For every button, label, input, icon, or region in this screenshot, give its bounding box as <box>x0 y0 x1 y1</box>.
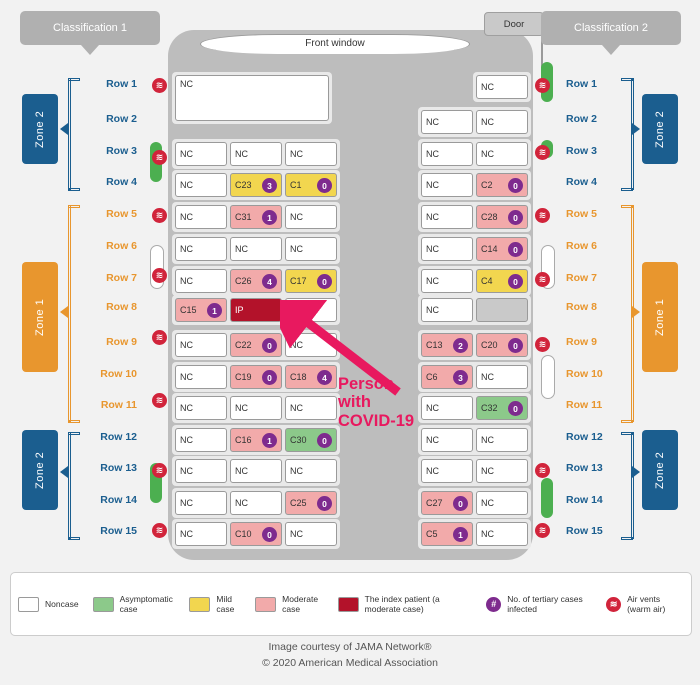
tertiary-count-badge: 0 <box>508 242 523 257</box>
seat-blank[interactable] <box>476 298 528 322</box>
seat-group-right-row-9 <box>418 330 531 360</box>
seat-ip[interactable] <box>230 298 282 322</box>
seat-c16[interactable] <box>230 428 282 452</box>
seat-group-left-row-3 <box>172 139 340 169</box>
row-label-left-4: Row 4 <box>106 176 137 188</box>
seat-label: C26 <box>235 276 252 286</box>
seat-group-left-row-14 <box>172 488 340 518</box>
seat-group-right-row-12 <box>418 425 531 455</box>
seat-nc[interactable] <box>421 142 473 166</box>
seat-label: NC <box>180 244 193 254</box>
tertiary-count-badge: 0 <box>508 401 523 416</box>
seat-label: C19 <box>235 372 252 382</box>
tertiary-count-badge: 0 <box>262 370 277 385</box>
row-label-right-13: Row 13 <box>566 462 603 474</box>
zone-tag-right-middle: Zone 1 <box>642 262 678 372</box>
seat-label: C10 <box>235 529 252 539</box>
row-label-left-3: Row 3 <box>106 145 137 157</box>
bracket-left-zone2-top-cap1 <box>68 78 80 81</box>
tertiary-count-badge: 0 <box>508 210 523 225</box>
seat-nc[interactable] <box>421 269 473 293</box>
bracket-left-zone2-bottom-arrow <box>60 466 68 478</box>
seat-label: NC <box>180 212 193 222</box>
row-label-right-14: Row 14 <box>566 494 603 506</box>
legend-swatch-asymptomatic <box>93 597 114 612</box>
seat-label: NC <box>426 212 439 222</box>
classification-2-banner: Classification 2 <box>541 11 681 45</box>
seat-c10[interactable] <box>230 522 282 546</box>
tertiary-count-badge: 0 <box>453 496 468 511</box>
seat-label: C4 <box>481 276 493 286</box>
seat-c13[interactable] <box>421 333 473 357</box>
bracket-right-zone2-bottom-arrow <box>632 466 640 478</box>
seat-group-left-row-7 <box>172 266 340 296</box>
row-label-left-14: Row 14 <box>100 494 137 506</box>
bracket-left-zone1-cap1 <box>68 205 80 208</box>
bracket-left-zone1 <box>68 205 71 422</box>
seat-nc[interactable] <box>175 205 227 229</box>
legend-item-moderate <box>248 594 330 614</box>
row-label-right-6: Row 6 <box>566 240 597 252</box>
legend-swatch-index <box>338 597 359 612</box>
seat-label: NC <box>290 529 303 539</box>
tertiary-count-badge: 0 <box>508 338 523 353</box>
seat-label: C30 <box>290 435 307 445</box>
row-label-left-15: Row 15 <box>100 525 137 537</box>
seat-nc[interactable] <box>175 459 227 483</box>
seat-nc[interactable] <box>476 75 528 99</box>
legend-item-asymptomatic <box>86 594 183 614</box>
side-door-right-rear <box>541 478 553 518</box>
row-label-left-6: Row 6 <box>106 240 137 252</box>
seat-label: C17 <box>290 276 307 286</box>
bracket-right-zone2-top-cap2 <box>621 188 633 191</box>
legend-label-moderate: Moderate case <box>282 594 319 614</box>
seat-group-left-row-4 <box>172 170 340 200</box>
seat-nc[interactable] <box>421 110 473 134</box>
seat-label: NC <box>180 403 193 413</box>
seat-label: NC <box>235 244 248 254</box>
zone-tag-left-top: Zone 2 <box>22 94 58 164</box>
seat-label: NC <box>426 466 439 476</box>
air-vent-left-5: ≋ <box>152 330 167 345</box>
air-vent-left-4: ≋ <box>152 268 167 283</box>
seat-label: C18 <box>290 372 307 382</box>
seat-group-right-row-13 <box>418 456 531 486</box>
row-label-right-8: Row 8 <box>566 301 597 313</box>
seat-label: C5 <box>426 529 438 539</box>
seat-nc[interactable] <box>175 491 227 515</box>
legend-label-index: The index patient (a moderate case) <box>364 594 440 614</box>
seat-label: NC <box>290 340 303 350</box>
legend-label-noncase: Noncase <box>45 599 79 609</box>
row-label-right-15: Row 15 <box>566 525 603 537</box>
tertiary-count-badge: 0 <box>317 274 332 289</box>
legend-label-asymptomatic: Asymptomatic case <box>119 594 173 614</box>
seat-label: NC <box>426 435 439 445</box>
seat-group-left-row-12 <box>172 425 340 455</box>
tertiary-count-badge: 0 <box>317 178 332 193</box>
seat-group-right-row-4 <box>418 170 531 200</box>
tertiary-count-badge: 0 <box>508 178 523 193</box>
seat-label: NC <box>180 529 193 539</box>
seat-label: NC <box>290 403 303 413</box>
seat-label: NC <box>290 466 303 476</box>
seat-nc[interactable] <box>175 237 227 261</box>
seat-label: NC <box>426 403 439 413</box>
seat-nc[interactable] <box>175 522 227 546</box>
zone-tag-right-top: Zone 2 <box>642 94 678 164</box>
row-label-left-2: Row 2 <box>106 113 137 125</box>
legend <box>10 572 692 636</box>
air-vent-left-3: ≋ <box>152 208 167 223</box>
seat-group-right-row-6 <box>418 234 531 264</box>
zone-tag-right-bottom: Zone 2 <box>642 430 678 510</box>
tertiary-count-badge: 1 <box>262 433 277 448</box>
air-vent-right-1: ≋ <box>535 78 550 93</box>
seat-group-right-row-1 <box>473 72 531 102</box>
seat-label: NC <box>180 466 193 476</box>
seat-c17[interactable] <box>285 269 337 293</box>
air-vent-left-6: ≋ <box>152 393 167 408</box>
seat-nc[interactable] <box>230 491 282 515</box>
bracket-right-zone2-bottom <box>631 432 634 539</box>
seat-nc[interactable] <box>285 237 337 261</box>
side-panel-right-lower <box>541 355 555 399</box>
legend-swatch-moderate <box>255 597 276 612</box>
bracket-left-zone2-top-arrow <box>60 123 68 135</box>
air-vent-right-3: ≋ <box>535 208 550 223</box>
seat-group-right-row-3 <box>418 139 531 169</box>
row-label-right-5: Row 5 <box>566 208 597 220</box>
seat-label: NC <box>180 340 193 350</box>
seat-group-right-row-5 <box>418 202 531 232</box>
seat-label: NC <box>180 435 193 445</box>
seat-label: C1 <box>290 180 302 190</box>
seat-c32[interactable] <box>476 396 528 420</box>
seat-label: NC <box>481 372 494 382</box>
tertiary-count-badge: 4 <box>262 274 277 289</box>
air-vent-right-2: ≋ <box>535 145 550 160</box>
bracket-right-zone2-bottom-cap2 <box>621 537 633 540</box>
air-vent-right-4: ≋ <box>535 272 550 287</box>
seat-label: NC <box>180 180 193 190</box>
seat-nc[interactable] <box>285 205 337 229</box>
seat-label: NC <box>481 117 494 127</box>
seat-c4[interactable] <box>476 269 528 293</box>
legend-item-vent <box>599 594 691 614</box>
seat-label: NC <box>235 403 248 413</box>
tertiary-count-badge: 1 <box>262 210 277 225</box>
seat-label: C28 <box>481 212 498 222</box>
classification-1-arrow <box>81 45 99 55</box>
tertiary-count-badge: 2 <box>453 338 468 353</box>
seat-label: C27 <box>426 498 443 508</box>
seat-nc[interactable] <box>285 459 337 483</box>
seat-nc[interactable] <box>285 522 337 546</box>
row-label-right-11: Row 11 <box>566 399 603 411</box>
covid-caption: Person with COVID-19 <box>338 375 415 430</box>
legend-label-vent: Air vents (warm air) <box>627 594 666 614</box>
seat-group-right-row-10 <box>418 362 531 392</box>
seat-label: NC <box>426 180 439 190</box>
seat-nc[interactable] <box>476 491 528 515</box>
seat-label: C6 <box>426 372 438 382</box>
seat-label: NC <box>481 466 494 476</box>
seat-nc[interactable] <box>476 428 528 452</box>
legend-item-noncase <box>11 597 86 612</box>
row-label-right-9: Row 9 <box>566 336 597 348</box>
legend-item-tertiary <box>479 594 599 614</box>
seat-c23[interactable] <box>230 173 282 197</box>
footer <box>0 640 700 672</box>
seat-nc[interactable] <box>476 110 528 134</box>
seat-label: C32 <box>481 403 498 413</box>
seat-group-right-row-11 <box>418 393 531 423</box>
seat-nc[interactable] <box>421 459 473 483</box>
zone-tag-left-middle: Zone 1 <box>22 262 58 372</box>
tertiary-count-badge: 1 <box>207 303 222 318</box>
seat-c25[interactable] <box>285 491 337 515</box>
bracket-right-zone2-top-cap1 <box>621 78 633 81</box>
air-vent-right-7: ≋ <box>535 523 550 538</box>
seat-nc[interactable] <box>175 269 227 293</box>
air-vent-left-2: ≋ <box>152 150 167 165</box>
bracket-right-zone1-cap2 <box>621 420 633 423</box>
seat-c15[interactable] <box>175 298 227 322</box>
tertiary-count-badge: 0 <box>262 527 277 542</box>
tertiary-count-badge: 0 <box>317 433 332 448</box>
legend-label-tertiary: No. of tertiary cases infected <box>507 594 583 614</box>
seat-label: C2 <box>481 180 493 190</box>
seat-group-left-row-13 <box>172 456 340 486</box>
seat-label: NC <box>235 466 248 476</box>
bracket-right-zone1-arrow <box>632 306 640 318</box>
seat-label: NC <box>180 149 193 159</box>
seat-nc[interactable] <box>421 173 473 197</box>
classification-1-banner: Classification 1 <box>20 11 160 45</box>
seat-nc[interactable] <box>476 365 528 389</box>
seat-label: NC <box>235 498 248 508</box>
row-label-right-12: Row 12 <box>566 431 603 443</box>
seat-nc[interactable] <box>175 396 227 420</box>
row-label-left-12: Row 12 <box>100 431 137 443</box>
row-label-left-8: Row 8 <box>106 301 137 313</box>
seat-nc[interactable] <box>230 396 282 420</box>
bracket-left-zone1-cap2 <box>68 420 80 423</box>
row-label-right-10: Row 10 <box>566 368 603 380</box>
seat-label: NC <box>426 117 439 127</box>
seat-group-right-row-8 <box>418 295 531 325</box>
row-label-left-1: Row 1 <box>106 78 137 90</box>
row-label-left-7: Row 7 <box>106 272 137 284</box>
seat-label: NC <box>426 305 439 315</box>
seat-group-left-row-15 <box>172 519 340 549</box>
row-label-right-3: Row 3 <box>566 145 597 157</box>
seat-label: C23 <box>235 180 252 190</box>
tertiary-count-badge: 0 <box>262 338 277 353</box>
seat-label: C22 <box>235 340 252 350</box>
seat-c1[interactable] <box>285 173 337 197</box>
seat-group-right-row-14 <box>418 488 531 518</box>
bracket-right-zone2-top-arrow <box>632 123 640 135</box>
seat-c19[interactable] <box>230 365 282 389</box>
seat-nc[interactable] <box>175 428 227 452</box>
bracket-left-zone2-top <box>68 78 71 190</box>
seat-label: NC <box>235 149 248 159</box>
seat-nc[interactable] <box>230 142 282 166</box>
seat-nc[interactable] <box>421 298 473 322</box>
seat-label: NC <box>290 149 303 159</box>
seat-c5[interactable] <box>421 522 473 546</box>
tertiary-count-badge: 0 <box>508 274 523 289</box>
bracket-right-zone1-cap1 <box>621 205 633 208</box>
seat-label: NC <box>180 498 193 508</box>
row-label-left-9: Row 9 <box>106 336 137 348</box>
seat-nc[interactable] <box>421 396 473 420</box>
seat-nc[interactable] <box>175 75 329 121</box>
air-vent-icon: ≋ <box>606 597 621 612</box>
front-window-label: Front window <box>305 38 365 49</box>
air-vent-right-5: ≋ <box>535 337 550 352</box>
row-label-right-1: Row 1 <box>566 78 597 90</box>
seat-group-right-row-2 <box>418 107 531 137</box>
seat-c2[interactable] <box>476 173 528 197</box>
bracket-left-zone2-bottom-cap2 <box>68 537 80 540</box>
air-vent-left-7: ≋ <box>152 463 167 478</box>
seat-nc[interactable] <box>476 459 528 483</box>
air-vent-right-6: ≋ <box>535 463 550 478</box>
seat-c22[interactable] <box>230 333 282 357</box>
seat-c20[interactable] <box>476 333 528 357</box>
air-vent-left-8: ≋ <box>152 523 167 538</box>
row-label-left-11: Row 11 <box>100 399 137 411</box>
seat-nc[interactable] <box>421 237 473 261</box>
tertiary-count-badge: 1 <box>453 527 468 542</box>
seat-nc[interactable] <box>476 522 528 546</box>
bracket-right-zone2-bottom-cap1 <box>621 432 633 435</box>
seat-nc[interactable] <box>421 428 473 452</box>
seat-nc[interactable] <box>175 365 227 389</box>
classification-2-arrow <box>602 45 620 55</box>
seat-nc[interactable] <box>175 142 227 166</box>
seat-label: NC <box>481 529 494 539</box>
seat-c6[interactable] <box>421 365 473 389</box>
zone-tag-left-bottom: Zone 2 <box>22 430 58 510</box>
seat-label: C14 <box>481 244 498 254</box>
row-label-right-4: Row 4 <box>566 176 597 188</box>
row-label-right-2: Row 2 <box>566 113 597 125</box>
row-label-left-13: Row 13 <box>100 462 137 474</box>
seat-label: C15 <box>180 305 197 315</box>
seat-label: NC <box>180 79 193 89</box>
seat-nc[interactable] <box>230 459 282 483</box>
seat-label: NC <box>426 276 439 286</box>
seat-group-left-row-1 <box>172 72 332 124</box>
seat-nc[interactable] <box>175 173 227 197</box>
seat-label: NC <box>481 82 494 92</box>
seat-nc[interactable] <box>175 333 227 357</box>
seat-c26[interactable] <box>230 269 282 293</box>
tertiary-count-badge: 4 <box>317 370 332 385</box>
tertiary-count-badge: 3 <box>262 178 277 193</box>
air-vent-left-1: ≋ <box>152 78 167 93</box>
seat-label: NC <box>290 244 303 254</box>
seat-label: C25 <box>290 498 307 508</box>
tertiary-count-badge: 0 <box>317 496 332 511</box>
seat-nc[interactable] <box>230 237 282 261</box>
seat-label: NC <box>290 212 303 222</box>
seat-c30[interactable] <box>285 428 337 452</box>
seat-nc[interactable] <box>421 205 473 229</box>
tertiary-count-badge: 3 <box>453 370 468 385</box>
seat-label: C16 <box>235 435 252 445</box>
seat-label: C31 <box>235 212 252 222</box>
seat-label: NC <box>180 372 193 382</box>
bracket-left-zone2-top-cap2 <box>68 188 80 191</box>
seat-label: C13 <box>426 340 443 350</box>
door-label: Door <box>484 12 544 36</box>
seat-label: NC <box>481 435 494 445</box>
seat-c28[interactable] <box>476 205 528 229</box>
legend-item-mild <box>182 594 248 614</box>
footer-line-1: Image courtesy of JAMA Network® <box>268 641 432 653</box>
seat-label: IP <box>235 305 244 315</box>
seat-c14[interactable] <box>476 237 528 261</box>
legend-swatch-noncase <box>18 597 39 612</box>
seat-label: NC <box>481 498 494 508</box>
legend-label-mild: Mild case <box>216 594 235 614</box>
seat-c27[interactable] <box>421 491 473 515</box>
row-label-right-7: Row 7 <box>566 272 597 284</box>
seat-group-right-row-15 <box>418 519 531 549</box>
footer-line-2: © 2020 American Medical Association <box>262 656 438 669</box>
seat-group-left-row-6 <box>172 234 340 264</box>
bracket-left-zone2-bottom <box>68 432 71 539</box>
seat-nc[interactable] <box>285 142 337 166</box>
seat-label: NC <box>180 276 193 286</box>
row-label-left-10: Row 10 <box>100 368 137 380</box>
seat-group-right-row-7 <box>418 266 531 296</box>
legend-swatch-mild <box>189 597 210 612</box>
seat-c31[interactable] <box>230 205 282 229</box>
bracket-left-zone1-arrow <box>60 306 68 318</box>
seat-group-left-row-5 <box>172 202 340 232</box>
bracket-left-zone2-bottom-cap1 <box>68 432 80 435</box>
tertiary-count-icon: # <box>486 597 501 612</box>
seat-label: NC <box>426 244 439 254</box>
legend-item-index <box>331 594 480 614</box>
seat-label: C20 <box>481 340 498 350</box>
seat-label: NC <box>481 149 494 159</box>
seat-label: NC <box>290 305 303 315</box>
seat-nc[interactable] <box>476 142 528 166</box>
row-label-left-5: Row 5 <box>106 208 137 220</box>
seat-label: NC <box>426 149 439 159</box>
